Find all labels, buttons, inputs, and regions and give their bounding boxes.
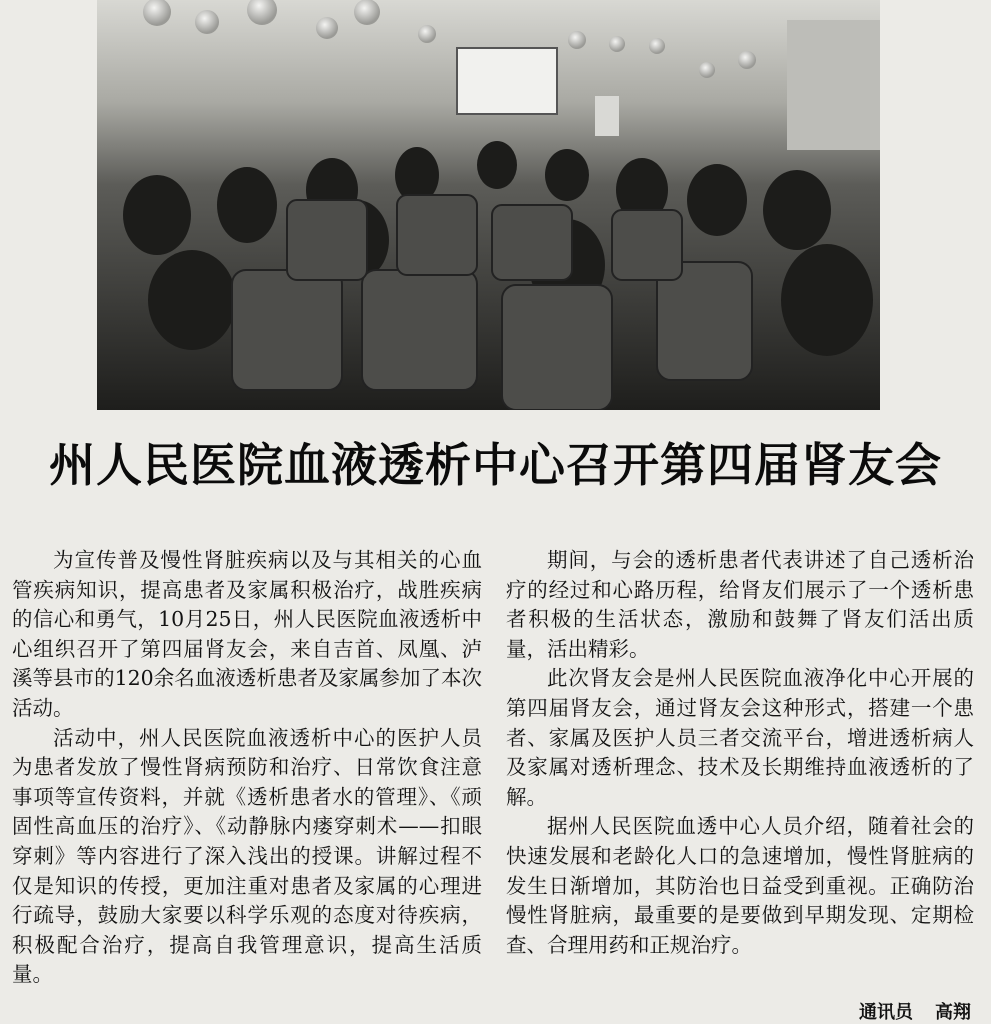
- article-paragraph: 活动中，州人民医院血液透析中心的医护人员为患者发放了慢性肾病预防和治疗、日常饮食注意事项等宣传资料，并就《透析患者水的管理》、《顽固性高血压的治疗》、《动静脉内瘘穿刺术——扣眼穿刺》等内容进行了深入浅出的授课。讲解过程不仅是知识的传授，更加注重对患者及家属的心理进行疏导，鼓励大家要以科学乐观的态度对待疾病，积极配合治疗，提高自我管理意识，提高生活质量。: [12, 725, 482, 987]
- article-paragraph: 此次肾友会是州人民医院血液净化中心开展的第四届肾友会，通过肾友会这种形式，搭建一个患者、家属及医护人员三者交流平台，增进透析病人及家属对透析理念、技术及长期维持血液透析的了解。: [506, 666, 974, 809]
- headline: 州人民医院血液透析中心召开第四届肾友会: [49, 438, 942, 492]
- byline-role: 通讯员: [859, 1002, 913, 1023]
- article-left-column: [12, 546, 482, 990]
- article-right-column: [506, 546, 974, 960]
- byline-name: 高翔: [935, 1002, 971, 1023]
- audience-photo-illustration: [97, 0, 880, 410]
- article-paragraph: 期间，与会的透析患者代表讲述了自己透析治疗的经过和心路历程，给肾友们展示了一个透析患者积极的生活状态，激励和鼓舞了肾友们活出质量，活出精彩。: [506, 548, 974, 661]
- article-paragraph: 据州人民医院血透中心人员介绍，随着社会的快速发展和老龄化人口的急速增加，慢性肾脏病的发生日渐增加，其防治也日益受到重视。正确防治慢性肾脏病，最重要的是要做到早期发现、定期检查、合理用药和正规治疗。: [506, 814, 974, 957]
- article-paragraph: 为宣传普及慢性肾脏疾病以及与其相关的心血管疾病知识，提高患者及家属积极治疗，战胜疾病的信心和勇气，10月25日，州人民医院血液透析中心组织召开了第四届肾友会，来自吉首、凤凰、泸溪等县市的120余名血液透析患者及家属参加了本次活动。: [12, 548, 482, 720]
- byline: [859, 1002, 971, 1024]
- meeting-photo: [97, 0, 880, 410]
